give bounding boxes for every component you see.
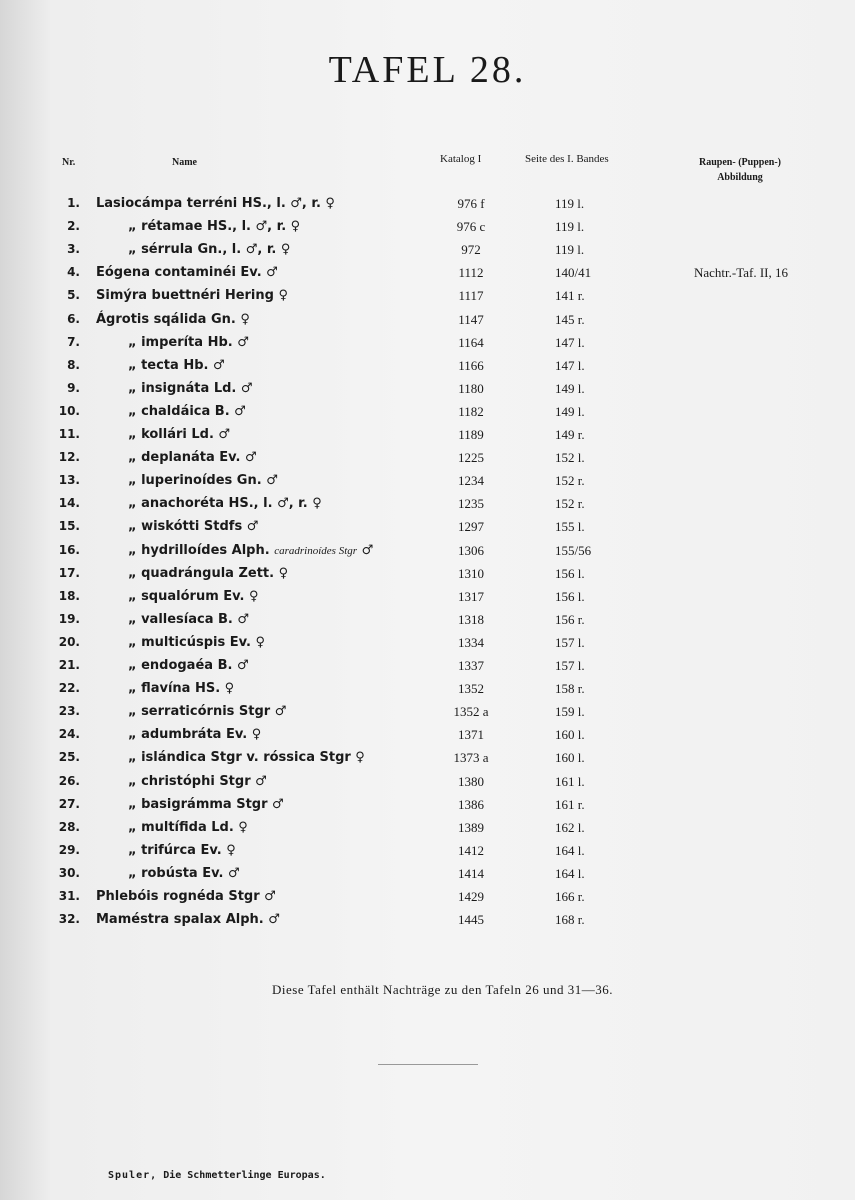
row-number: 32.: [58, 912, 80, 927]
row-number: 22.: [58, 681, 80, 696]
page-reference: 156 r.: [555, 611, 585, 627]
table-row: [0, 519, 855, 542]
row-number: 17.: [58, 565, 80, 580]
katalog-number: 1317: [458, 588, 484, 604]
species-name: „ luperinoídes Gn. ♂: [128, 473, 278, 489]
page-reference: 158 r.: [555, 681, 585, 697]
page-reference: 161 l.: [555, 773, 585, 789]
table-row: [0, 820, 855, 843]
plate-title: TAFEL 28.: [328, 49, 527, 91]
species-name: „ adumbráta Ev. ♀: [128, 727, 262, 743]
table-row: [0, 750, 855, 773]
row-number: 18.: [58, 588, 80, 603]
footer-author: Spuler,: [108, 1170, 158, 1181]
katalog-number: 1225: [458, 450, 484, 466]
page-reference: 156 l.: [555, 588, 585, 604]
table-row: [0, 404, 855, 427]
footer-book: Die Schmetterlinge Europas.: [163, 1170, 326, 1181]
page-reference: 141 r.: [555, 288, 585, 304]
larva-figure-ref: Nachtr.-Taf. II, 16: [693, 265, 789, 281]
katalog-number: 1337: [458, 658, 484, 673]
species-name: „ sérrula Gn., l. ♂, r. ♀: [128, 242, 291, 258]
row-number: 26.: [58, 773, 80, 788]
species-synonym: caradrinoídes Stgr: [274, 544, 358, 557]
katalog-number: 1180: [458, 380, 484, 396]
header-name: Name: [172, 157, 197, 168]
table-row: [0, 704, 855, 727]
species-name: „ tecta Hb. ♂: [128, 357, 225, 373]
page-reference: 155 l.: [555, 519, 585, 535]
row-number: 16.: [58, 542, 80, 557]
katalog-number: 1380: [458, 773, 484, 789]
table-row: [0, 427, 855, 450]
plate-note: Diese Tafel enthält Nachträge zu den Tafeln 26 und 31—36.: [272, 982, 613, 997]
species-name: „ squalórum Ev. ♀: [128, 588, 259, 604]
row-number: 28.: [58, 819, 80, 834]
species-name: „ wiskótti Stdfs ♂: [128, 519, 259, 535]
row-number: 1.: [67, 196, 80, 210]
katalog-number: 1429: [458, 889, 484, 904]
row-number: 30.: [58, 865, 80, 880]
table-row: [0, 612, 855, 635]
page-reference: 157 l.: [555, 658, 585, 673]
species-name: „ imperíta Hb. ♂: [128, 334, 249, 350]
katalog-number: 1147: [458, 311, 484, 327]
row-number: 10.: [58, 403, 80, 418]
page-reference: 161 r.: [555, 796, 585, 812]
header-raupen: [680, 155, 800, 185]
katalog-number: 976 c: [456, 219, 486, 235]
katalog-number: 1373 a: [453, 750, 489, 766]
table-row: [0, 543, 855, 566]
page-reference: 145 r.: [555, 311, 585, 327]
katalog-number: 1189: [458, 427, 484, 442]
table-row: [0, 889, 855, 912]
species-name-main: „ hydrilloídes Alph.: [128, 542, 270, 558]
page-reference: 147 l.: [555, 334, 585, 350]
species-name: „ anachoréta HS., l. ♂, r. ♀: [128, 496, 322, 512]
species-name: „ deplanáta Ev. ♂: [128, 450, 257, 466]
header-katalog: Katalog I: [440, 153, 482, 165]
table-row: [0, 658, 855, 681]
page-reference: 119 l.: [555, 219, 585, 235]
species-name: Lasiocámpa terréni HS., l. ♂, r. ♀: [96, 196, 335, 211]
species-name: Phlebóis rognéda Stgr ♂: [96, 889, 276, 904]
species-name: „ endogaéa B. ♂: [128, 658, 249, 673]
table-row: [0, 450, 855, 473]
page-reference: 152 r.: [555, 496, 585, 512]
page-reference: 160 l.: [555, 750, 585, 766]
row-number: 25.: [58, 750, 80, 765]
row-number: 7.: [67, 334, 80, 349]
katalog-number: 1235: [458, 496, 484, 512]
table-row: [0, 635, 855, 658]
page-reference: 168 r.: [555, 912, 585, 928]
row-number: 19.: [58, 611, 80, 626]
header-nr: Nr.: [62, 157, 76, 168]
page-reference: 149 r.: [555, 427, 585, 442]
page-reference: 149 l.: [555, 380, 585, 396]
page-reference: 147 l.: [555, 357, 585, 373]
species-name: „ robústa Ev. ♂: [128, 865, 240, 881]
species-name: „ insignáta Ld. ♂: [128, 380, 253, 396]
katalog-number: 1112: [458, 265, 484, 281]
table-row: [0, 589, 855, 612]
katalog-number: 1389: [458, 819, 484, 835]
table-row: [0, 727, 855, 750]
row-number: 27.: [58, 796, 80, 811]
row-number: 15.: [58, 519, 80, 534]
table-row: [0, 496, 855, 519]
table-row: [0, 473, 855, 496]
katalog-number: 1318: [458, 611, 484, 627]
row-number: 8.: [67, 357, 80, 372]
table-row: [0, 797, 855, 820]
katalog-number: 1352: [458, 681, 484, 697]
species-name: Ágrotis sqálida Gn. ♀: [96, 311, 250, 327]
katalog-number: 1414: [458, 865, 484, 881]
row-number: 21.: [58, 658, 80, 672]
row-number: 31.: [58, 889, 80, 903]
page-reference: 162 l.: [555, 819, 585, 835]
katalog-number: 1386: [458, 796, 484, 812]
table-row: [0, 843, 855, 866]
species-name: „ multífida Ld. ♀: [128, 819, 248, 835]
page-reference: 157 l.: [555, 634, 585, 650]
table-row: [0, 288, 855, 311]
species-name: „ trifúrca Ev. ♀: [128, 842, 236, 858]
katalog-number: 1352 a: [453, 704, 489, 720]
page-reference: 140/41: [555, 265, 592, 281]
species-name: „ christóphi Stgr ♂: [128, 773, 267, 789]
row-number: 24.: [58, 727, 80, 742]
row-number: 12.: [58, 450, 80, 465]
katalog-number: 1445: [458, 912, 484, 928]
katalog-number: 1166: [458, 357, 484, 373]
table-row: [0, 219, 855, 242]
table-row: [0, 358, 855, 381]
katalog-number: 1371: [458, 727, 484, 743]
footer: [108, 1170, 326, 1181]
katalog-number: 1412: [458, 842, 484, 858]
table-row: [0, 866, 855, 889]
page-reference: 164 l.: [555, 842, 585, 858]
katalog-number: 1306: [458, 542, 484, 558]
species-name: „ flavína HS. ♀: [128, 681, 235, 697]
table-row: [0, 912, 855, 935]
page-reference: 119 l.: [555, 196, 585, 211]
species-name: „ quadrángula Zett. ♀: [128, 565, 289, 581]
divider: [378, 1064, 478, 1065]
species-name: „ multicúspis Ev. ♀: [128, 634, 266, 650]
sex-symbol: ♂: [361, 542, 374, 558]
page-reference: 159 l.: [555, 704, 585, 720]
row-number: 14.: [58, 496, 80, 511]
page-reference: 119 l.: [555, 242, 585, 258]
katalog-number: 1334: [458, 634, 484, 650]
row-number: 5.: [67, 288, 80, 303]
page-reference: 156 l.: [555, 565, 585, 581]
katalog-number: 1164: [458, 334, 484, 350]
species-name: „ kollári Ld. ♂: [128, 427, 231, 442]
page-reference: 149 l.: [555, 403, 585, 419]
table-row: [0, 196, 855, 219]
katalog-number: 1117: [458, 288, 484, 304]
species-name: Simýra buettnéri Hering ♀: [96, 288, 288, 304]
table-row: [0, 312, 855, 335]
row-number: 13.: [58, 473, 80, 488]
species-name: „ islándica Stgr v. róssica Stgr ♀: [128, 750, 365, 766]
table-row: [0, 335, 855, 358]
species-name: Eógena contaminéi Ev. ♂: [96, 265, 278, 281]
katalog-number: 1234: [458, 473, 484, 489]
row-number: 3.: [67, 242, 80, 257]
row-number: 4.: [67, 265, 80, 280]
page-reference: 152 r.: [555, 473, 585, 489]
katalog-number: 1182: [458, 403, 484, 419]
table-row: [0, 265, 855, 288]
species-name: [128, 543, 373, 558]
table-row: [0, 242, 855, 265]
row-number: 11.: [58, 427, 80, 441]
katalog-number: 972: [461, 242, 481, 258]
row-number: 29.: [58, 842, 80, 857]
table-row: [0, 681, 855, 704]
page-reference: 155/56: [555, 542, 592, 558]
species-name: Maméstra spalax Alph. ♂: [96, 912, 280, 928]
row-number: 6.: [67, 311, 80, 326]
table-row: [0, 774, 855, 797]
row-number: 20.: [58, 634, 80, 649]
page-reference: 152 l.: [555, 450, 585, 466]
species-name: „ basigrámma Stgr ♂: [128, 796, 284, 812]
katalog-number: 1297: [458, 519, 484, 535]
katalog-number: 976 f: [457, 196, 485, 211]
species-name: „ rétamae HS., l. ♂, r. ♀: [128, 219, 301, 235]
species-name: „ vallesíaca B. ♂: [128, 611, 250, 627]
header-seite: Seite des I. Bandes: [525, 153, 609, 165]
species-name: „ serraticórnis Stgr ♂: [128, 704, 287, 720]
row-number: 9.: [67, 380, 80, 395]
page-reference: 160 l.: [555, 727, 585, 743]
header-raupen-line1: Raupen- (Puppen-): [699, 157, 781, 168]
species-name: „ chaldáica B. ♂: [128, 403, 246, 419]
header-raupen-line2: Abbildung: [717, 172, 763, 183]
row-number: 2.: [67, 219, 80, 234]
table-row: [0, 381, 855, 404]
page-reference: 166 r.: [555, 889, 585, 904]
page-reference: 164 l.: [555, 865, 585, 881]
row-number: 23.: [58, 704, 80, 719]
table-row: [0, 566, 855, 589]
katalog-number: 1310: [458, 565, 484, 581]
